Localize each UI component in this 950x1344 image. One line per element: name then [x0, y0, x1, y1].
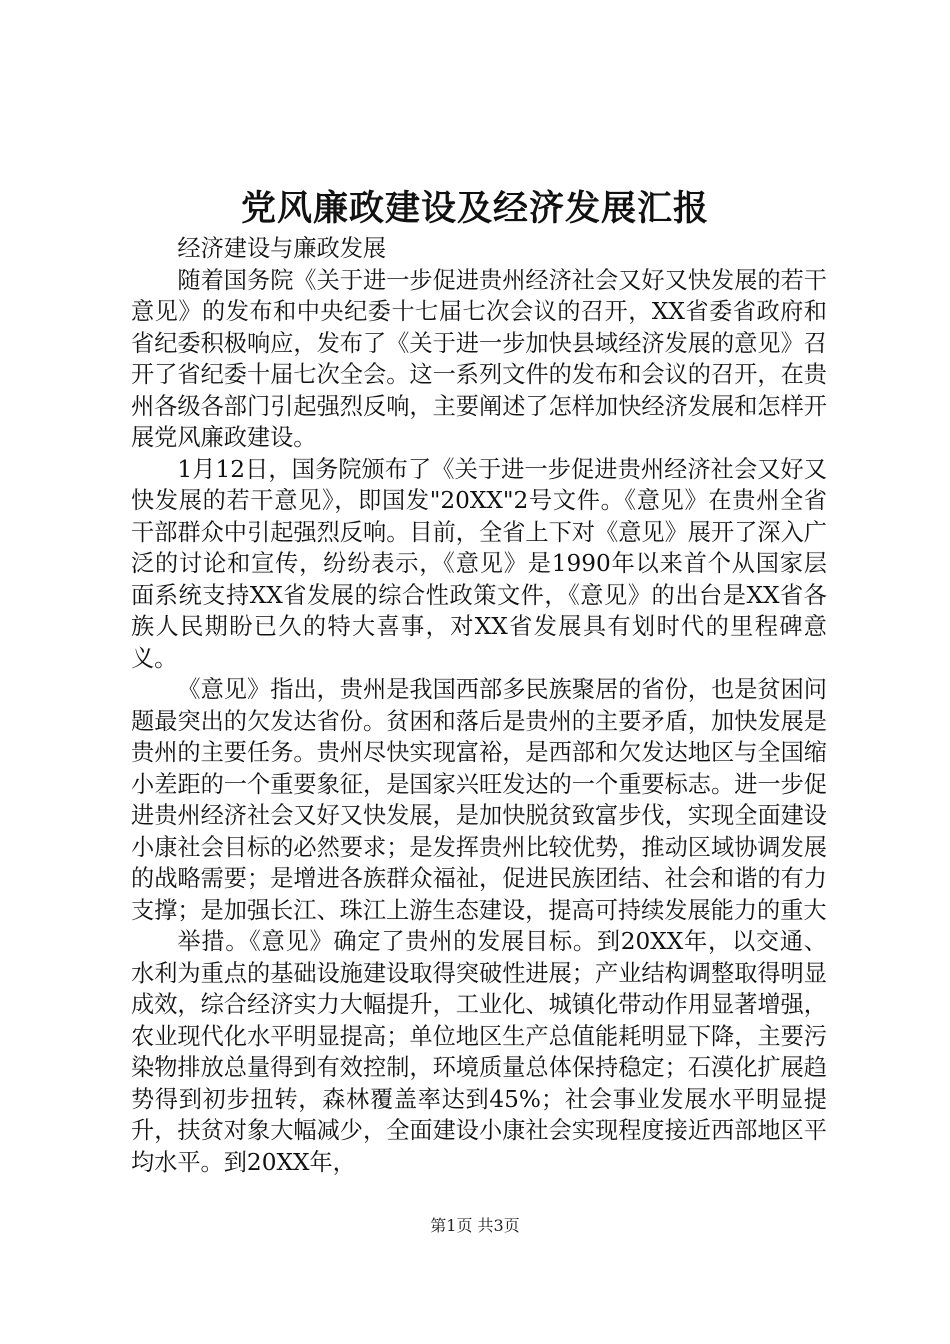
document-body [131, 233, 827, 1178]
page-footer: 第1页 共3页 [430, 1216, 520, 1235]
document-title: 党风廉政建设及经济发展汇报 [240, 188, 709, 229]
body-paragraph: 随着国务院《关于进一步促进贵州经济社会又好又快发展的若干意见》的发布和中央纪委十七届七次会议的召开，XX省委省政府和省纪委积极响应，发布了《关于进一步加快县域经济发展的意见》召开了省纪委十届七次全会。这一系列文件的发布和会议的召开，在贵州各级各部门引起强烈反响，主要阐述了怎样加快经济发展和怎样开展党风廉政建设。 [131, 266, 827, 451]
document-subheading: 经济建设与廉政发展 [177, 235, 387, 262]
body-paragraph: 1月12日，国务院颁布了《关于进一步促进贵州经济社会又好又快发展的若干意见》，即国发"20XX"2号文件。《意见》在贵州全省干部群众中引起强烈反响。目前，全省上下对《意见》展开了深入广泛的讨论和宣传，纷纷表示，《意见》是1990年以来首个从国家层面系统支持XX省发展的综合性政策文件，《意见》的出台是XX省各族人民期盼已久的特大喜事，对XX省发展具有划时代的里程碑意义。 [131, 455, 827, 672]
body-paragraph: 举措。《意见》确定了贵州的发展目标。到20XX年，以交通、水利为重点的基础设施建设取得突破性进展；产业结构调整取得明显成效，综合经济实力大幅提升，工业化、城镇化带动作用显著增强，农业现代化水平明显提高；单位地区生产总值能耗明显下降，主要污染物排放总量得到有效控制，环境质量总体保持稳定；石漠化扩展趋势得到初步扭转，森林覆盖率达到45%；社会事业发展水平明显提升，扶贫对象大幅减少，全面建设小康社会实现程度接近西部地区平均水平。到20XX年， [131, 928, 827, 1176]
body-paragraph: 《意见》指出，贵州是我国西部多民族聚居的省份，也是贫困问题最突出的欠发达省份。贫困和落后是贵州的主要矛盾，加快发展是贵州的主要任务。贵州尽快实现富裕，是西部和欠发达地区与全国缩小差距的一个重要象征，是国家兴旺发达的一个重要标志。进一步促进贵州经济社会又好又快发展，是加快脱贫致富步伐，实现全面建设小康社会目标的必然要求；是发挥贵州比较优势，推动区域协调发展的战略需要；是增进各族群众福祉，促进民族团结、社会和谐的有力支撑；是加强长江、珠江上游生态建设，提高可持续发展能力的重大 [131, 676, 827, 924]
